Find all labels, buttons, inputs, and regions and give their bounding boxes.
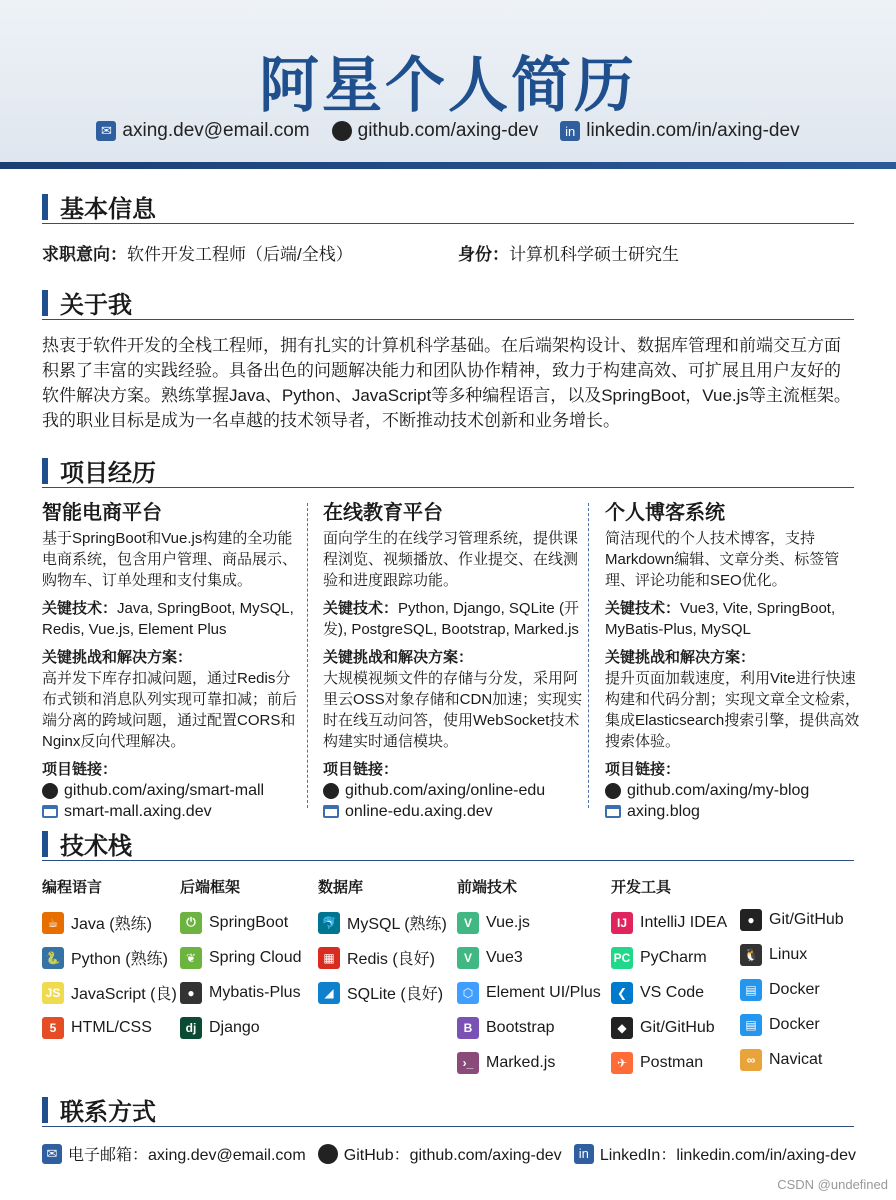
tech-logo-icon: PC bbox=[611, 947, 633, 969]
header-contacts bbox=[0, 120, 896, 142]
tech-item bbox=[740, 902, 844, 937]
tech-item bbox=[318, 905, 447, 940]
value: 计算机科学硕士研究生 bbox=[509, 245, 679, 264]
tech-logo-icon: ● bbox=[740, 909, 762, 931]
tech-name: Navicat bbox=[769, 1050, 823, 1068]
link-text: github.com/axing/smart-mall bbox=[64, 782, 265, 799]
tech-logo-icon: 🐍 bbox=[42, 947, 64, 969]
linkedin-text: LinkedIn：linkedin.com/in/axing-dev bbox=[599, 1147, 856, 1164]
tech-logo-icon: 5 bbox=[42, 1017, 64, 1039]
tech-name: JavaScript (良) bbox=[71, 986, 177, 1003]
value: Python, Django, SQLite (开发), PostgreSQL, Bootstrap, Marked.js bbox=[323, 600, 579, 638]
tech-name: HTML/CSS bbox=[71, 1018, 152, 1036]
contact-github[interactable] bbox=[318, 1142, 562, 1165]
tech-name: Postman bbox=[640, 1053, 704, 1071]
github-icon bbox=[42, 783, 58, 799]
tech-logo-icon: ❦ bbox=[180, 947, 202, 969]
tech-item bbox=[740, 1042, 844, 1077]
tech-item bbox=[611, 905, 727, 940]
tech-logo-icon: V bbox=[457, 912, 479, 934]
label: 关键技术： bbox=[323, 600, 399, 617]
stack-column bbox=[457, 876, 601, 1080]
divider bbox=[307, 503, 308, 808]
tech-name: Docker bbox=[769, 1015, 820, 1033]
tech-name: Linux bbox=[769, 945, 808, 963]
page-title: 阿星个人简历 bbox=[259, 52, 637, 119]
project-name: 智能电商平台 bbox=[42, 502, 162, 524]
tech-name: Java (熟练) bbox=[71, 916, 152, 933]
link-text: github.com/axing/online-edu bbox=[345, 782, 546, 799]
label: 关键技术： bbox=[42, 600, 118, 617]
github-icon bbox=[332, 121, 352, 141]
github-text: GitHub：github.com/axing-dev bbox=[343, 1147, 562, 1164]
link-text: smart-mall.axing.dev bbox=[64, 803, 212, 820]
project-card bbox=[605, 503, 865, 822]
project-tech bbox=[605, 598, 865, 640]
tech-item bbox=[457, 1010, 601, 1045]
project-desc: 简洁现代的个人技术博客，支持Markdown编辑、文章分类、标签管理、评论功能和SEO优化。 bbox=[605, 530, 840, 589]
label: 关键挑战和解决方案： bbox=[605, 649, 756, 666]
mail-icon: ✉ bbox=[96, 121, 116, 141]
project-github-link[interactable] bbox=[42, 780, 302, 801]
project-site-link[interactable] bbox=[605, 801, 865, 822]
tech-name: MySQL (熟练) bbox=[347, 916, 447, 933]
label: 关键技术： bbox=[605, 600, 681, 617]
label: 关键挑战和解决方案： bbox=[323, 649, 474, 666]
tech-logo-icon: ▤ bbox=[740, 1014, 762, 1036]
tech-logo-icon: ⬡ bbox=[457, 982, 479, 1004]
stack-column bbox=[180, 876, 302, 1045]
tech-item bbox=[42, 905, 177, 940]
link-text: axing.blog bbox=[627, 803, 700, 820]
label: 求职意向： bbox=[42, 245, 127, 264]
tech-logo-icon: ● bbox=[180, 982, 202, 1004]
project-card bbox=[323, 503, 583, 822]
tech-logo-icon: ∞ bbox=[740, 1049, 762, 1071]
tech-item bbox=[180, 975, 302, 1010]
divider bbox=[588, 503, 589, 808]
section-title: 联系方式 bbox=[60, 1099, 156, 1126]
tech-name: Spring Cloud bbox=[209, 948, 302, 966]
label: 关键挑战和解决方案： bbox=[42, 649, 193, 666]
browser-icon bbox=[42, 805, 58, 818]
tech-item bbox=[318, 975, 447, 1010]
project-challenge: 大规模视频文件的存储与分发，采用阿里云OSS对象存储和CDN加速；实现实时在线互动问答，使用WebSocket技术构建实时通信模块。 bbox=[323, 670, 583, 750]
project-challenge: 高并发下库存扣减问题，通过Redis分布式锁和消息队列实现可靠扣减；前后端分离的跨域问题，通过配置CORS和Nginx反向代理解决。 bbox=[42, 670, 298, 750]
tech-item bbox=[457, 975, 601, 1010]
tech-logo-icon: 🐧 bbox=[740, 944, 762, 966]
stack-column bbox=[42, 876, 177, 1045]
tech-item bbox=[42, 1010, 177, 1045]
stack-column bbox=[740, 876, 844, 1077]
tech-item bbox=[42, 975, 177, 1010]
contact-linkedin[interactable] bbox=[574, 1142, 856, 1165]
browser-icon bbox=[605, 805, 621, 818]
tech-name: Django bbox=[209, 1018, 260, 1036]
section-contact bbox=[42, 1093, 854, 1127]
tech-item bbox=[180, 905, 302, 940]
github-icon bbox=[323, 783, 339, 799]
project-site-link[interactable] bbox=[323, 801, 583, 822]
github-icon bbox=[318, 1144, 338, 1164]
github-text: github.com/axing-dev bbox=[357, 120, 539, 141]
project-name: 在线教育平台 bbox=[323, 502, 443, 524]
tech-logo-icon: ☕ bbox=[42, 912, 64, 934]
tech-name: VS Code bbox=[640, 983, 705, 1001]
tech-item bbox=[611, 1010, 727, 1045]
tech-name: Vue3 bbox=[486, 948, 523, 966]
email-text: axing.dev@email.com bbox=[122, 120, 310, 141]
section-projects bbox=[42, 454, 854, 488]
identity bbox=[458, 240, 679, 265]
tech-name: IntelliJ IDEA bbox=[640, 913, 728, 931]
project-card bbox=[42, 503, 302, 822]
column-title bbox=[740, 876, 844, 894]
label: 项目链接： bbox=[323, 761, 399, 778]
project-desc: 基于SpringBoot和Vue.js构建的全功能电商系统，包含用户管理、商品展示、购物车、订单处理和支付集成。 bbox=[42, 530, 298, 589]
linkedin-text: linkedin.com/in/axing-dev bbox=[586, 120, 800, 141]
section-title: 基本信息 bbox=[60, 196, 156, 223]
section-title: 项目经历 bbox=[60, 460, 156, 487]
link-text: github.com/axing/my-blog bbox=[627, 782, 810, 799]
stack-column bbox=[318, 876, 447, 1010]
tech-name: Git/GitHub bbox=[769, 910, 844, 928]
value: Vue3, Vite, SpringBoot, MyBatis-Plus, MySQL bbox=[605, 600, 836, 638]
tech-logo-icon: ▤ bbox=[740, 979, 762, 1001]
project-tech bbox=[323, 598, 583, 640]
tech-item bbox=[611, 975, 727, 1010]
tech-logo-icon: ▦ bbox=[318, 947, 340, 969]
tech-item bbox=[611, 940, 727, 975]
tech-name: Redis (良好) bbox=[347, 951, 436, 968]
browser-icon bbox=[323, 805, 339, 818]
section-basic bbox=[42, 190, 854, 224]
section-title: 关于我 bbox=[60, 292, 132, 319]
contact-email[interactable] bbox=[42, 1142, 306, 1165]
tech-logo-icon: IJ bbox=[611, 912, 633, 934]
project-desc: 面向学生的在线学习管理系统，提供课程浏览、视频播放、作业提交、在线测验和进度跟踪功能。 bbox=[323, 530, 579, 589]
header-divider bbox=[0, 162, 896, 169]
about-text: 热衷于软件开发的全栈工程师，拥有扎实的计算机科学基础。在后端架构设计、数据库管理和前端交互方面积累了丰富的实践经验。具备出色的问题解决能力和团队协作精神，致力于构建高效、可扩展且用户友好的软件解决方案。熟练掌握Java、Python、JavaScript等多种编程语言，以及SpringBoot，Vue.js等主流框架。我的职业目标是成为一名卓越的技术领导者，不断推动技术创新和业务增长。 bbox=[42, 336, 851, 430]
column-title: 后端框架 bbox=[180, 879, 241, 896]
tech-item bbox=[457, 940, 601, 975]
tech-logo-icon: ›_ bbox=[457, 1052, 479, 1074]
contact-list bbox=[42, 1142, 856, 1165]
tech-item bbox=[740, 937, 844, 972]
header-github[interactable] bbox=[332, 120, 539, 142]
tech-name: Marked.js bbox=[486, 1053, 556, 1071]
tech-logo-icon: ⏻ bbox=[180, 912, 202, 934]
label: 项目链接： bbox=[605, 761, 681, 778]
job-intent bbox=[42, 240, 353, 265]
tech-logo-icon: ◢ bbox=[318, 982, 340, 1004]
tech-name: SpringBoot bbox=[209, 913, 289, 931]
label: 身份： bbox=[458, 245, 509, 264]
project-challenge: 提升页面加载速度，利用Vite进行快速构建和代码分割；实现文章全文检索，集成Elasticsearch搜索引擎，提供高效搜索体验。 bbox=[605, 670, 861, 750]
tech-logo-icon: V bbox=[457, 947, 479, 969]
stack-column bbox=[611, 876, 727, 1080]
tech-item bbox=[180, 1010, 302, 1045]
tech-name: Docker bbox=[769, 980, 820, 998]
project-tech bbox=[42, 598, 302, 640]
tech-logo-icon: 🐬 bbox=[318, 912, 340, 934]
value: Java, SpringBoot, MySQL, Redis, Vue.js, Element Plus bbox=[42, 600, 294, 638]
project-github-link[interactable] bbox=[605, 780, 865, 801]
linkedin-icon: in bbox=[574, 1144, 594, 1164]
tech-logo-icon: JS bbox=[42, 982, 64, 1004]
tech-logo-icon: ◆ bbox=[611, 1017, 633, 1039]
tech-item bbox=[457, 1045, 601, 1080]
tech-item bbox=[180, 940, 302, 975]
github-icon bbox=[605, 783, 621, 799]
project-site-link[interactable] bbox=[42, 801, 302, 822]
tech-item bbox=[318, 940, 447, 975]
tech-logo-icon: dj bbox=[180, 1017, 202, 1039]
column-title: 编程语言 bbox=[42, 879, 103, 896]
email-text: 电子邮箱：axing.dev@email.com bbox=[68, 1147, 306, 1164]
section-stack bbox=[42, 827, 854, 861]
column-title: 前端技术 bbox=[457, 879, 518, 896]
section-about bbox=[42, 286, 854, 320]
tech-name: Git/GitHub bbox=[640, 1018, 715, 1036]
tech-name: Vue.js bbox=[486, 913, 530, 931]
tech-item bbox=[740, 1007, 844, 1042]
project-name: 个人博客系统 bbox=[605, 502, 725, 524]
project-github-link[interactable] bbox=[323, 780, 583, 801]
tech-name: PyCharm bbox=[640, 948, 707, 966]
tech-name: Element UI/Plus bbox=[486, 983, 601, 1001]
tech-item bbox=[42, 940, 177, 975]
column-title: 数据库 bbox=[318, 879, 364, 896]
tech-logo-icon: ❮ bbox=[611, 982, 633, 1004]
linkedin-icon: in bbox=[560, 121, 580, 141]
section-title: 技术栈 bbox=[60, 833, 132, 860]
label: 项目链接： bbox=[42, 761, 118, 778]
tech-name: Mybatis-Plus bbox=[209, 983, 301, 1001]
tech-item bbox=[457, 905, 601, 940]
tech-name: Python (熟练) bbox=[71, 951, 168, 968]
tech-logo-icon: B bbox=[457, 1017, 479, 1039]
tech-item bbox=[740, 972, 844, 1007]
value: 软件开发工程师（后端/全栈） bbox=[127, 245, 353, 264]
header-email[interactable] bbox=[96, 120, 309, 142]
header-linkedin[interactable] bbox=[560, 120, 799, 142]
watermark: CSDN @undefined bbox=[777, 1177, 888, 1192]
tech-name: SQLite (良好) bbox=[347, 986, 444, 1003]
tech-item bbox=[611, 1045, 727, 1080]
mail-icon: ✉ bbox=[42, 1144, 62, 1164]
tech-name: Bootstrap bbox=[486, 1018, 555, 1036]
tech-logo-icon: ✈ bbox=[611, 1052, 633, 1074]
column-title: 开发工具 bbox=[611, 879, 672, 896]
link-text: online-edu.axing.dev bbox=[345, 803, 493, 820]
